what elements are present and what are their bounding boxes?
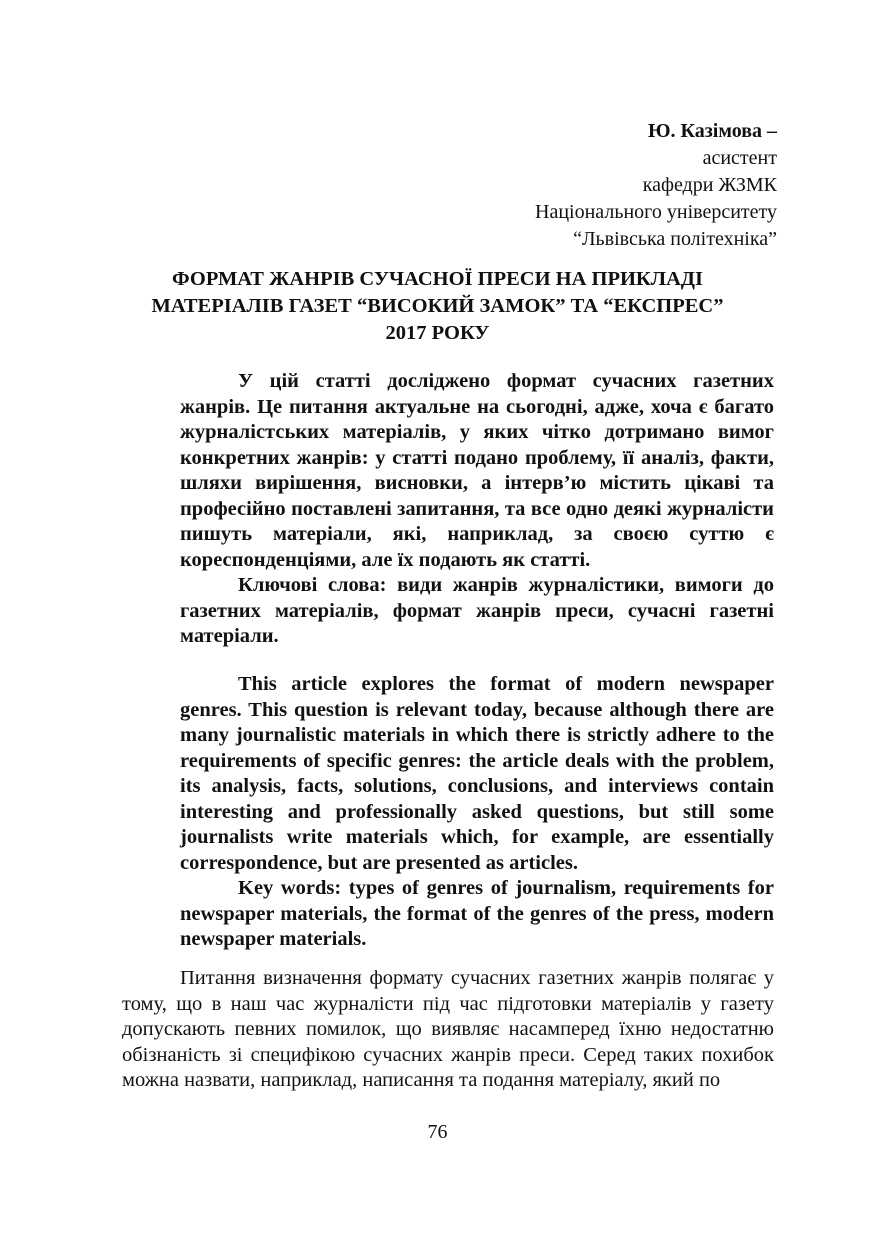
abstract-uk-text: У цій статті досліджено формат сучасних газетних жанрів. Це питання актуальне на сьогодні, адже, хоча є багато журналістських матеріалів, у яких чітко дотримано вимог конкретних жанрів: у статті подано проблему, її аналіз, факти, шляхи вирішення, висновки, а інтерв’ю містить цікаві та професійно поставлені запитання, та все одно деякі журналісти пишуть матеріали, які, наприклад, за своєю суттю є кореспонденціями, але їх подають як статті. <box>180 370 774 571</box>
abstract-uk-keywords: Ключові слова: види жанрів журналістики, вимоги до газетних матеріалів, формат жанрів преси, сучасні газетні матеріали. <box>180 574 774 647</box>
author-position: асистент <box>702 147 777 169</box>
author-department: кафедри ЖЗМК <box>642 174 777 196</box>
title-line: МАТЕРІАЛІВ ГАЗЕТ “ВИСОКИЙ ЗАМОК” ТА “ЕКСПРЕС” <box>151 295 724 317</box>
body-text <box>122 966 774 1094</box>
article-title <box>0 266 875 347</box>
author-university: Національного університету <box>535 201 777 223</box>
abstract-english <box>180 672 774 953</box>
abstract-en-keywords: Key words: types of genres of journalism, requirements for newspaper materials, the format of the genres of the press, modern newspaper materials. <box>180 877 774 950</box>
author-block <box>535 118 777 253</box>
title-line: 2017 РОКУ <box>385 322 490 344</box>
author-name: Ю. Казімова – <box>647 120 777 142</box>
body-paragraph: Питання визначення формату сучасних газетних жанрів полягає у тому, що в наш час журналісти під час підготовки матеріалів у газету допускають певних помилок, що виявляє насамперед їхню недостатню обізнаність зі специфікою сучасних жанрів преси. Серед таких похибок можна назвати, наприклад, написання та подання матеріалу, який по <box>122 967 774 1091</box>
page-number: 76 <box>427 1121 448 1143</box>
author-university-name: “Львівська політехніка” <box>573 228 777 250</box>
title-line: ФОРМАТ ЖАНРІВ СУЧАСНОЇ ПРЕСИ НА ПРИКЛАДІ <box>172 268 703 290</box>
abstract-ukrainian <box>180 369 774 650</box>
abstract-en-text: This article explores the format of modern newspaper genres. This question is relevant today, because although there are many journalistic materials in which there is strictly adhere to the requirements of specific genres: the article deals with the problem, its analysis, facts, solutions, conclusions, and interviews contain interesting and professionally asked questions, but still some journalists write materials which, for example, are essentially correspondence, but are presented as articles. <box>180 673 774 874</box>
